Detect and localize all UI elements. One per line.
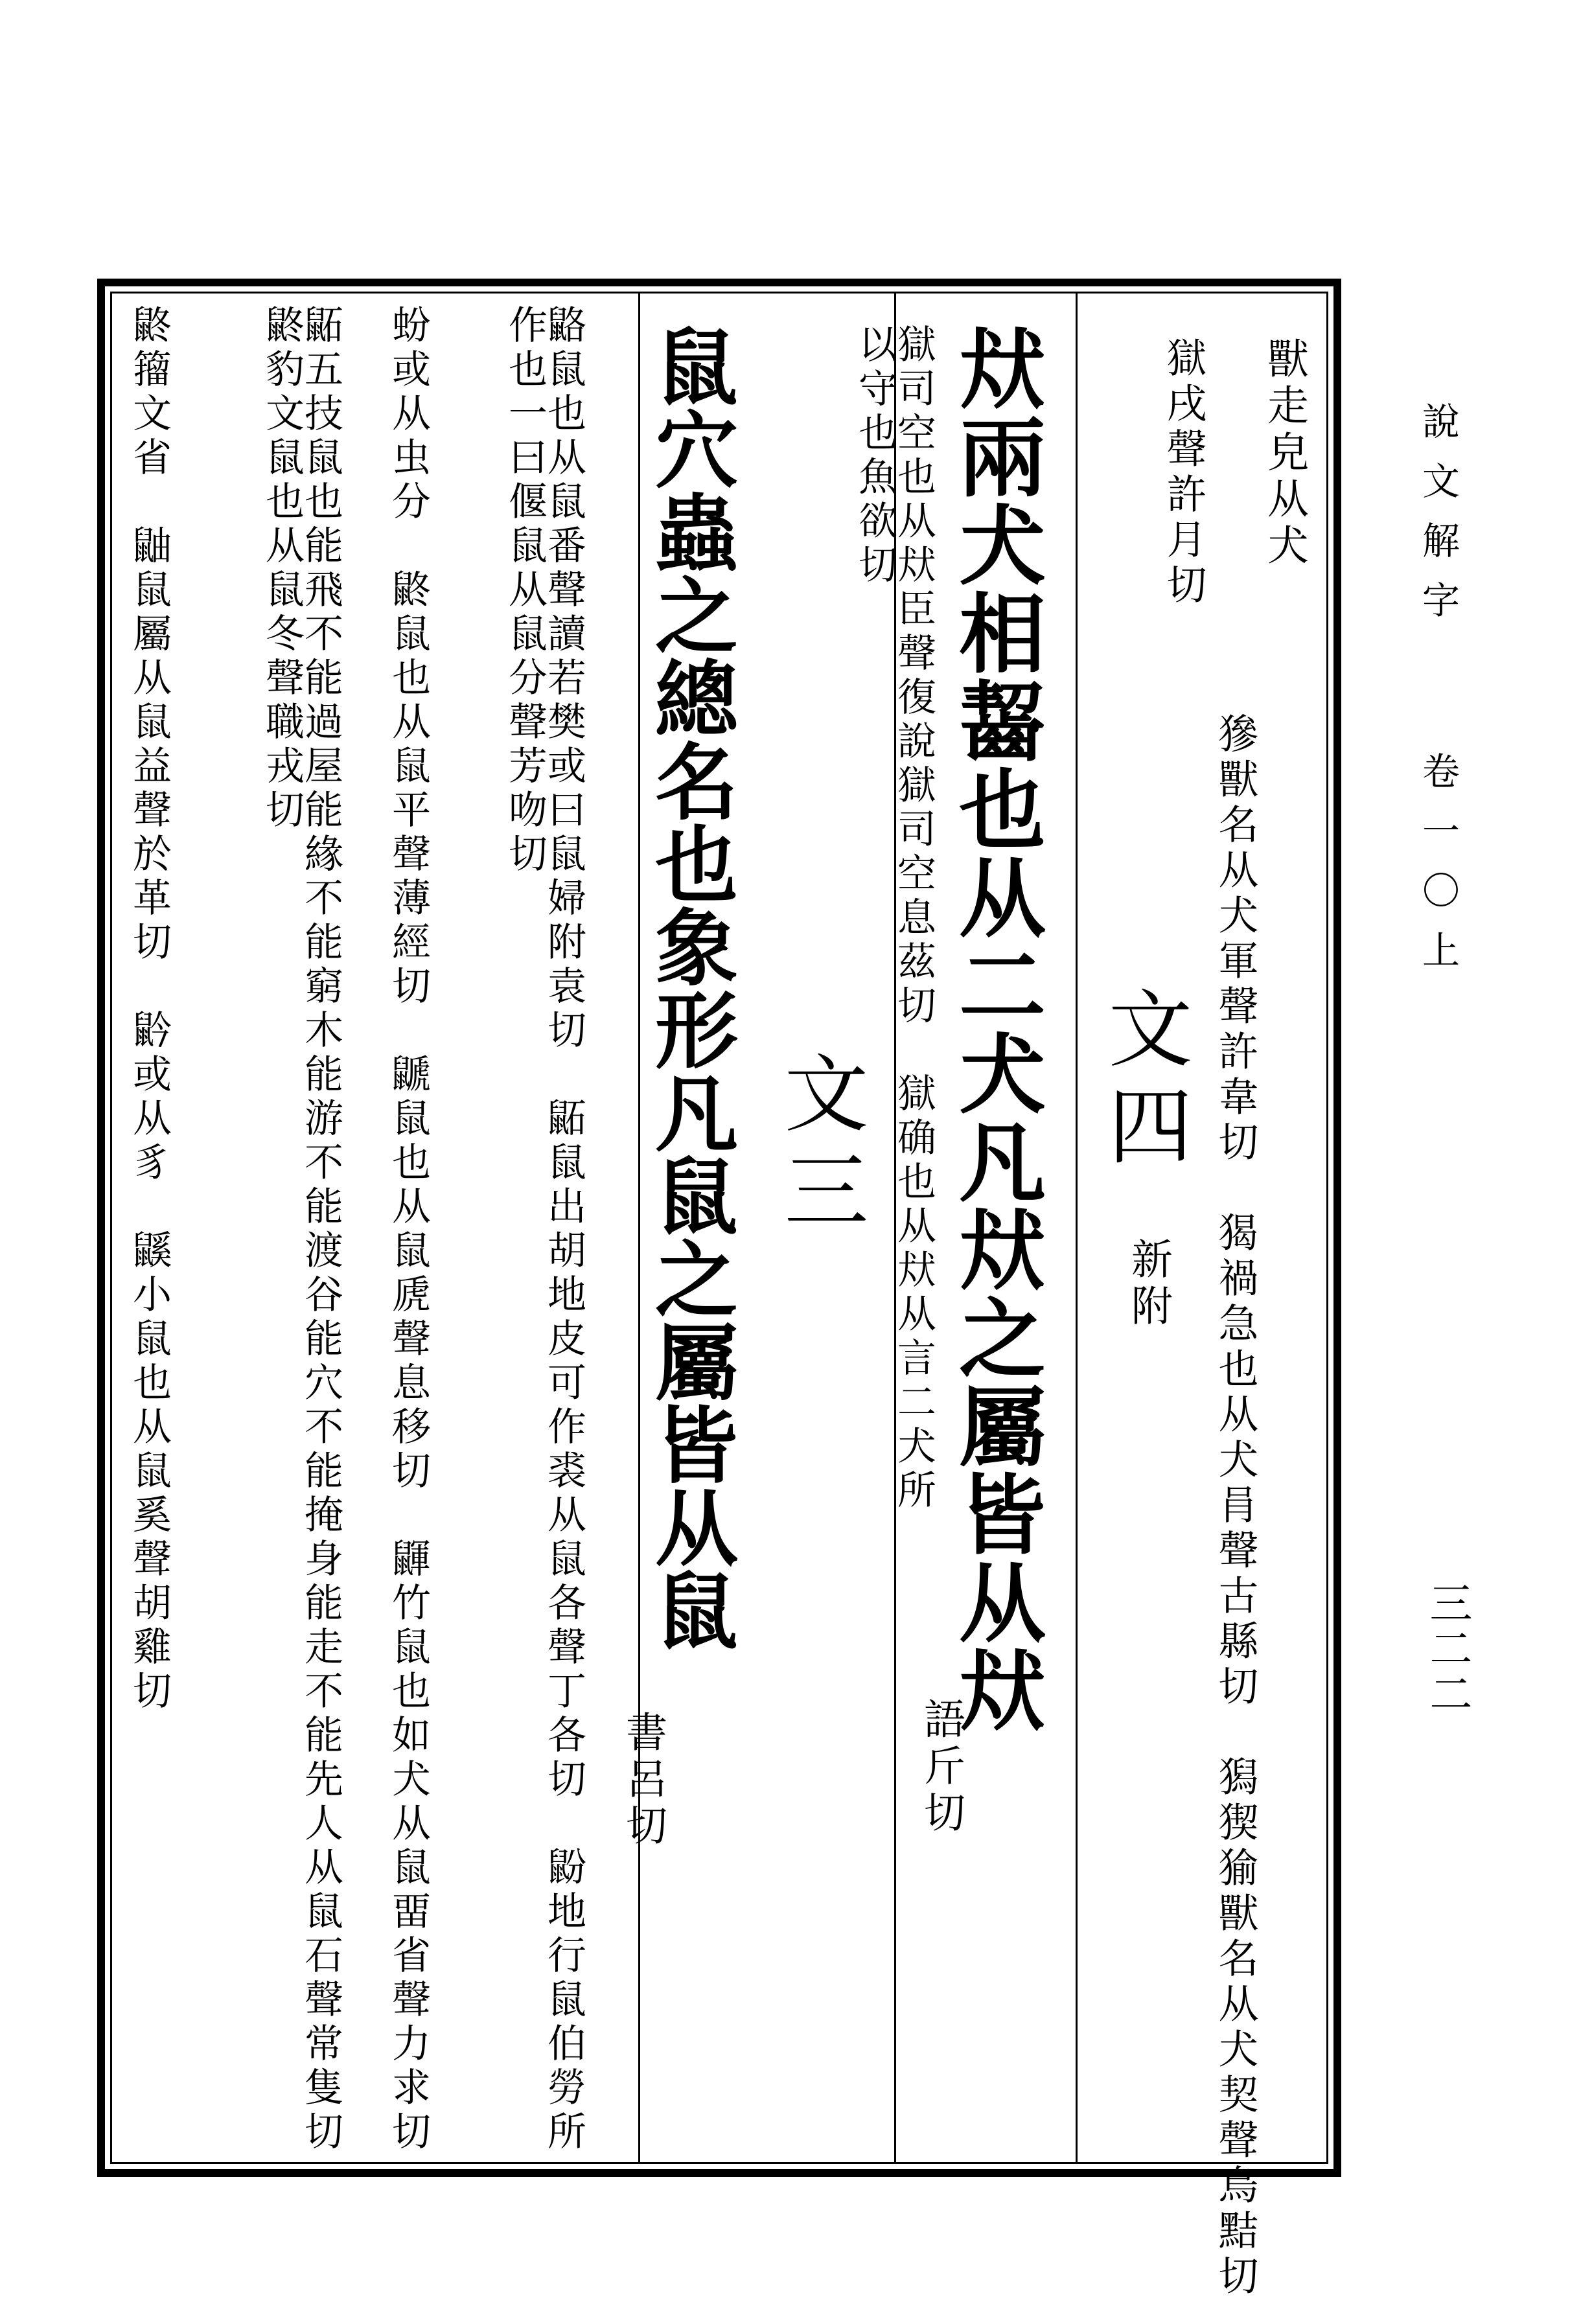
column-1-first: 獄戌聲許月切 xyxy=(1160,337,1207,609)
column-9-text: 鼫五技鼠也能飛不能過屋能緣不能窮木能游不能渡谷能穴不能掩身能走不能先人从鼠石聲常隻切 鼨豹文鼠也从鼠冬聲職戎切 xyxy=(259,305,343,2199)
column-4-text: 獄司空也从㹜臣聲復說獄司空息茲切 獄确也从㹜从言二犬所以守也魚欲切 xyxy=(852,324,936,1513)
book-title: 說文解字 xyxy=(1416,402,1460,640)
character-count-2: 文三 xyxy=(770,1050,869,1244)
page-number: 三二二 xyxy=(1422,1581,1472,1717)
radical-entry-yin-pronunciation: 語斤切 xyxy=(917,1697,965,1837)
column-10-text: 鼨籀文省 鼬鼠屬从鼠益聲於革切 䶃或从豸 鼷小鼠也从鼠奚聲胡雞切 xyxy=(126,305,172,1714)
column-1-text-a xyxy=(1160,337,1207,609)
column-rule xyxy=(638,292,640,2164)
radical-entry-shu-pronunciation: 書呂切 xyxy=(619,1710,667,1850)
character-count-1: 文四 xyxy=(1094,985,1193,1179)
new-additions-note: 新附 xyxy=(1124,1237,1172,1331)
radical-entry-shu: 鼠穴蟲之總名也象形凡鼠之屬皆从鼠 xyxy=(641,324,738,1651)
column-1-line: 獸走皃从犬 xyxy=(1260,337,1308,570)
column-1-text-b xyxy=(1212,713,1259,2300)
column-8-text: 蚡或从虫分 鼨鼠也从鼠平聲薄經切 鼶鼠也从鼠虒聲息移切 鼲竹鼠也如犬从鼠畱省聲力求切 xyxy=(386,305,431,2155)
book-header xyxy=(1416,402,1460,990)
volume-label: 卷一〇上 xyxy=(1416,752,1460,990)
column-7-text: 䶅鼠也从鼠番聲讀若樊或曰鼠婦附袁切 鼫鼠出胡地皮可作裘从鼠各聲丁各切 鼢地行鼠伯勞所作也一曰偃鼠从鼠分聲芳吻切 xyxy=(502,305,586,2155)
radical-entry-yin: 㹜兩犬相齧也从二犬凡㹜之屬皆从㹜 xyxy=(945,324,1047,1734)
column-1-text xyxy=(1260,337,1308,570)
column-1-entries: 㺑獸名从犬軍聲許韋切 猲禍急也从犬肙聲古縣切 獡猰㺄獸名从犬契聲烏黠切 xyxy=(1212,713,1259,2300)
column-rule xyxy=(1076,292,1078,2164)
